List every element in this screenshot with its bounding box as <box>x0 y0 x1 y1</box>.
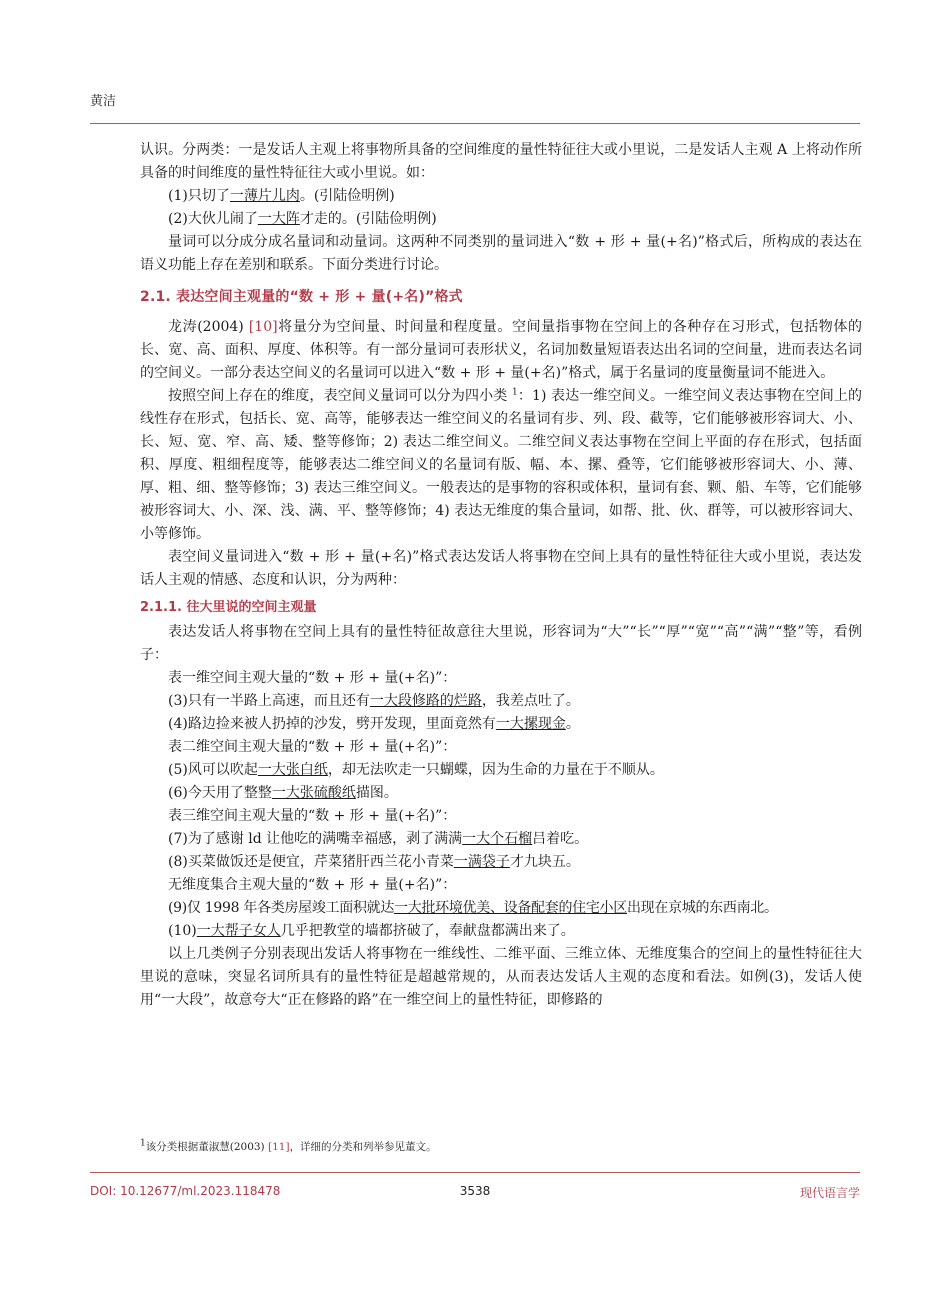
section-heading-2-1: 2.1. 表达空间主观量的“数 + 形 + 量(+名)”格式 <box>140 289 463 305</box>
header-divider <box>90 123 860 124</box>
footnote: $^1$该分类根据董淑慧(2003) [11]，详细的分类和列举参见董文。 <box>140 1138 437 1153</box>
page-number: 3538 <box>459 1184 491 1198</box>
running-header-author: 黄洁 <box>90 94 117 109</box>
page-footer <box>90 1184 860 1202</box>
paragraph: 按照空间上存在的维度，表空间义量词可以分为四小类 $^1$：1) 表达一维空间义。一维空间义表达事物在空间上的线性存在形式，包括长、宽、高等，能够表达一维空间义的名量词有步、列、段、截等，它们能够被形容词大、小、长、短、宽、窄、高、矮、整等修饰；2) 表达二维空间义。二维空间义表达事物在空间上平面的存在形式，包括面积、厚度、粗细程度等，能够表达二维空间义的名量词有版、幅、本、摞、叠等，它们能够被形容词大、小、薄、厚、粗、细、整等修饰；3) 表达三维空间义。一般表达的是事物的容积或体积，量词有套、颗、船、车等，它们能够被形容词大、小、深、浅、满、平、整等修饰；4) 表达无维度的集合量词，如帮、批、伙、群等，可以被形容词大、小等修饰。 <box>140 387 862 542</box>
example-10: (10)一大帮子女人几乎把教堂的墙都挤破了，奉献盘都满出来了。 <box>168 923 575 939</box>
paragraph: 表空间义量词进入“数 + 形 + 量(+名)”格式表达发话人将事物在空间上具有的量性特征往大或小里说，表达发话人主观的情感、态度和认识，分为两种： <box>140 549 862 588</box>
example-label: 表二维空间主观大量的“数 + 形 + 量(+名)”： <box>168 739 457 755</box>
page-body <box>140 139 862 1012</box>
example-6: (6)今天用了整整一大张硫酸纸描图。 <box>168 785 398 801</box>
example-1: (1)只切了一薄片儿肉。(引陆俭明例) <box>168 188 395 204</box>
example-3: (3)只有一半路上高速，而且还有一大段修路的烂路，我差点吐了。 <box>168 693 580 709</box>
section-heading-2-1-1: 2.1.1. 往大里说的空间主观量 <box>140 600 317 615</box>
example-7: (7)为了感谢 ld 让他吃的满嘴幸福感，剥了满满一大个石榴吕着吃。 <box>168 831 589 847</box>
example-5: (5)风可以吹起一大张白纸，却无法吹走一只蝴蝶，因为生命的力量在于不顺从。 <box>168 762 664 778</box>
citation-link-11[interactable]: [11] <box>268 1141 290 1153</box>
paragraph: 龙涛(2004) [10]将量分为空间量、时间量和程度量。空间量指事物在空间上的各种存在习形式，包括物体的长、宽、高、面积、厚度、体积等。有一部分量词可表形状义，名词加数量短语表达出名词的空间量，进而表达名词的空间义。一部分表达空间义的名量词可以进入“数 + 形 + 量(+名)”格式，属于名量词的度量衡量词不能进入。 <box>140 319 862 381</box>
example-4: (4)路边捡来被人扔掉的沙发，劈开发现，里面竟然有一大摞现金。 <box>168 716 580 732</box>
example-9: (9)仅 1998 年各类房屋竣工面积就达一大批环境优美、设备配套的住宅小区出现在京城的东西南北。 <box>168 900 778 916</box>
example-label: 表三维空间主观大量的“数 + 形 + 量(+名)”： <box>168 808 457 824</box>
paragraph: 表达发话人将事物在空间上具有的量性特征故意往大里说，形容词为“大”“长”“厚”“宽”“高”“满”“整”等，看例子： <box>140 624 862 663</box>
citation-link-10[interactable]: [10] <box>248 319 278 335</box>
example-8: (8)买菜做饭还是便宜，芹菜猪肝西兰花小青菜一满袋子才九块五。 <box>168 854 580 870</box>
paragraph: 以上几类例子分别表现出发话人将事物在一维线性、二维平面、三维立体、无维度集合的空间上的量性特征往大里说的意味，突显名词所具有的量性特征是超越常规的，从而表达发话人主观的态度和看法。如例(3)，发话人使用“一大段”，故意夸大“正在修路的路”在一维空间上的量性特征，即修路的 <box>140 946 862 1008</box>
paragraph: 认识。分两类：一是发话人主观上将事物所具备的空间维度的量性特征往大或小里说，二是发话人主观 A 上将动作所具备的时间维度的量性特征往大或小里说。如： <box>140 142 862 181</box>
example-label: 表一维空间主观大量的“数 + 形 + 量(+名)”： <box>168 670 457 686</box>
paragraph: 量词可以分成分成名量词和动量词。这两种不同类别的量词进入“数 + 形 + 量(+名)”格式后，所构成的表达在语义功能上存在差别和联系。下面分类进行讨论。 <box>140 234 862 273</box>
example-2: (2)大伙儿闹了一大阵才走的。(引陆俭明例) <box>168 211 437 227</box>
doi-link[interactable]: DOI: 10.12677/ml.2023.118478 <box>90 1184 281 1198</box>
example-label: 无维度集合主观大量的“数 + 形 + 量(+名)”： <box>168 877 457 893</box>
footer-divider <box>90 1172 860 1173</box>
footnote-marker[interactable]: 1 <box>512 387 518 398</box>
journal-name: 现代语言学 <box>799 1186 860 1200</box>
